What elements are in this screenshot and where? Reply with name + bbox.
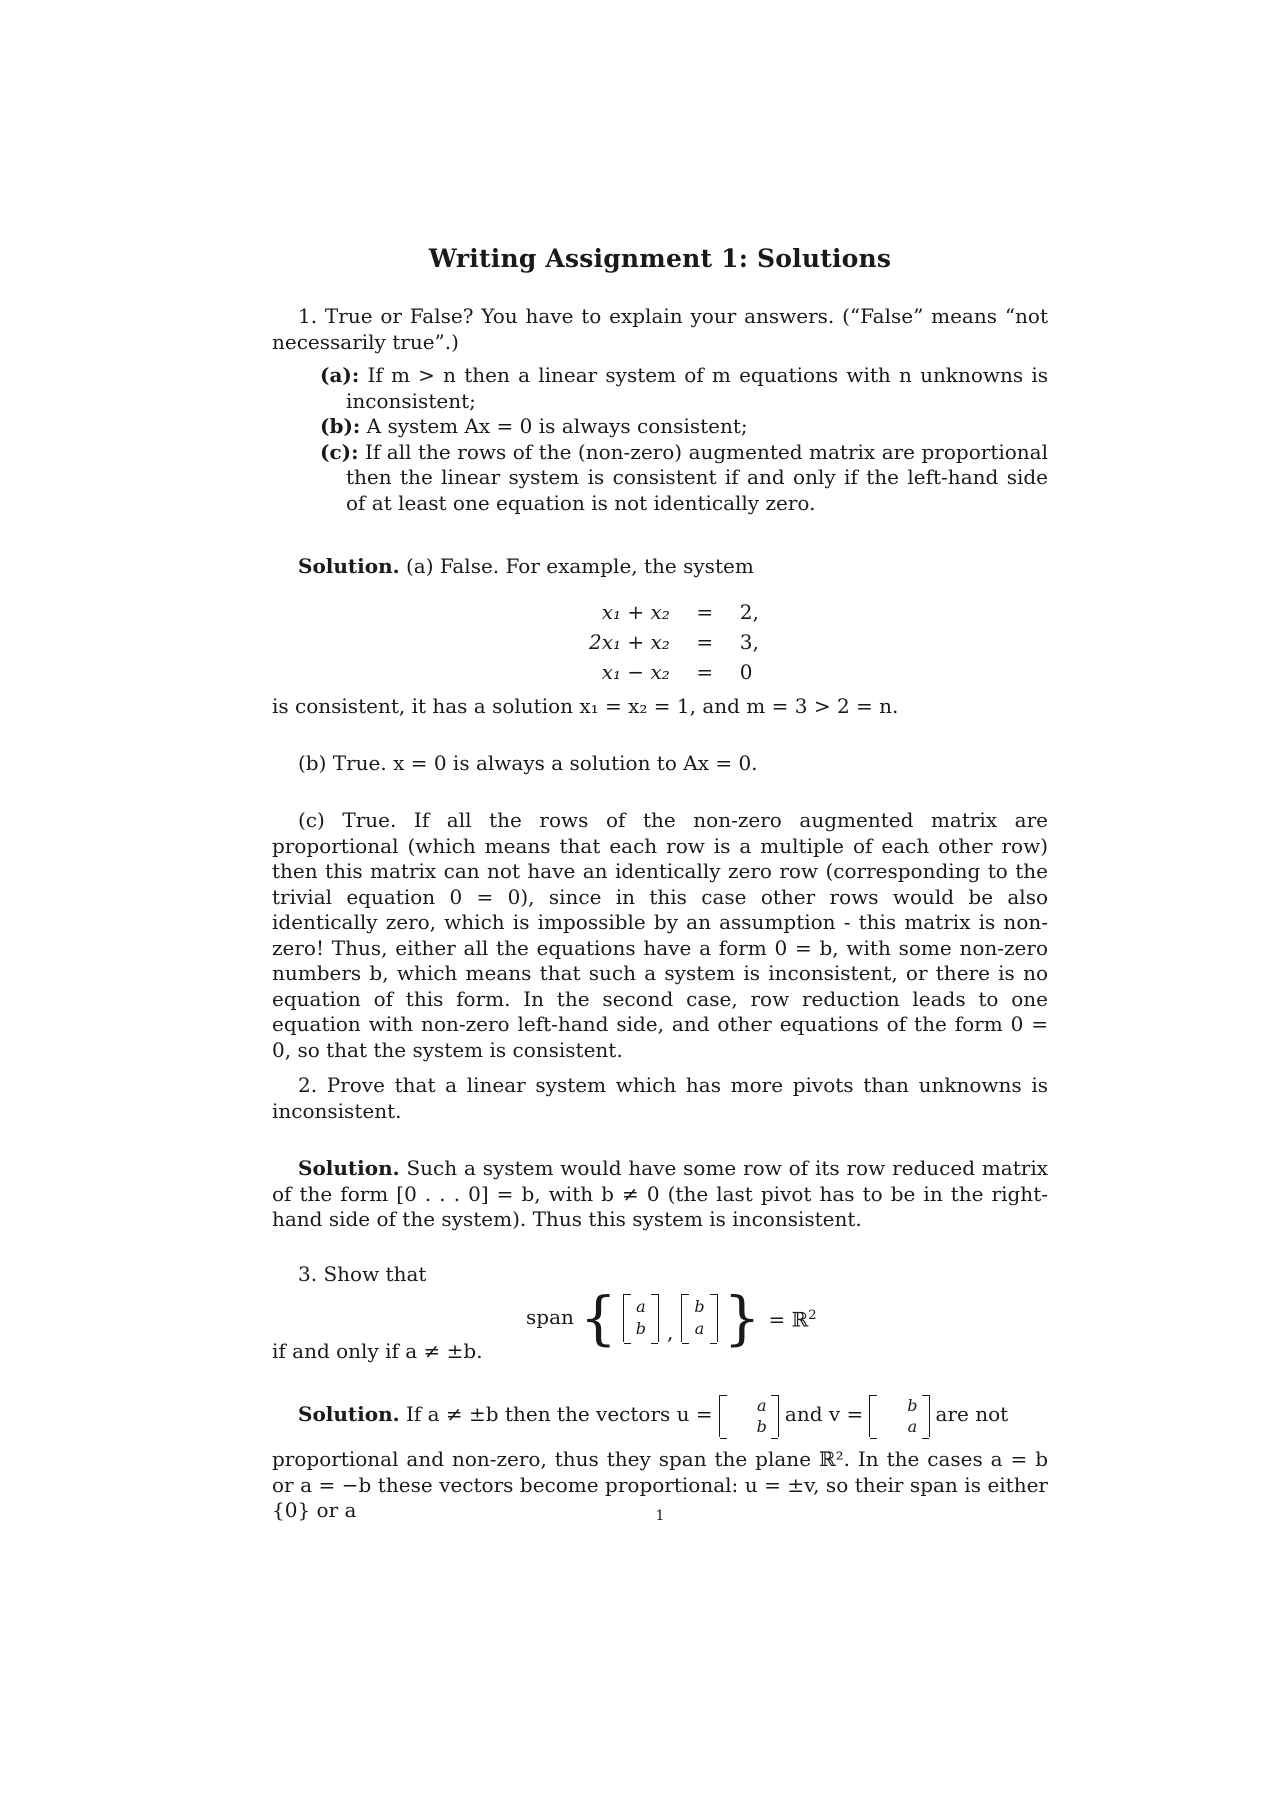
system-rhs: 3, [739,630,759,654]
vector-entry: b [907,1395,918,1415]
vector-entry: a [636,1297,646,1316]
solution-1-heading: Solution. [298,554,400,578]
solution-2-heading: Solution. [298,1156,400,1180]
solution-1a-intro: (a) False. For example, the system [405,554,754,578]
equals-r2 [769,1303,817,1333]
right-brace: } [723,1284,761,1352]
vector-entry: b [694,1297,705,1316]
solution-1b: (b) True. x = 0 is always a solution to Ax = 0. [298,751,758,775]
problem-2: 2. Prove that a linear system which has more pivots than unknowns is inconsistent. [272,1073,1048,1123]
system-lhs: 2x₁ + x₂ [589,630,670,654]
problem-1b [320,414,1048,440]
vector-entry: a [694,1319,705,1338]
page-number: 1 [655,1508,665,1524]
problem-1-text: True or False? You have to explain your answers. (“False” means “not necessarily true”.) [272,304,1048,354]
problem-1-number: 1. [298,304,318,328]
system-row [577,657,771,687]
equals-r: = ℝ [768,1307,809,1332]
system-rhs: 2, [739,600,759,624]
vector-entry: b [635,1319,647,1338]
solution-3-part1: If a ≠ ±b then the vectors u = [405,1402,713,1426]
column-vector [681,1294,717,1342]
system-row [577,597,771,627]
system-lhs: x₁ + x₂ [601,600,670,624]
vector-entry: a [756,1395,767,1415]
problem-1a [320,363,1048,414]
exponent: 2 [808,1307,817,1323]
vector-u [719,1395,779,1437]
document-page [272,0,1048,1811]
solution-3-part2: and v = [784,1402,864,1426]
solution-3-heading: Solution. [298,1402,400,1426]
solution-1c: (c) True. If all the rows of the non-zero augmented matrix are proportional (which means that each row is a multiple of each other row) then this matrix can not have an identically zero row (corresponding to the trivial equation 0 = 0), since in this case other rows would be also identically zero, which is impossible by an assumption - this matrix is non-zero! Thus, either all the equations have a form 0 = b, with some non-zero numbers b, which means that such a system is inconsistent, or there is no equation of this form. In the second case, row reduction leads to one equation with non-zero left-hand side, and other equations of the form 0 = 0, so that the system is consistent. [272,808,1048,1062]
vector-separator: , [667,1319,674,1344]
page-title: Writing Assignment 1: Solutions [428,244,892,273]
solution-3-first-line [272,1392,1048,1437]
solution-2-text: Such a system would have some row of its row reduced matrix of the form [0 . . . 0] = b, with b ≠ 0 (the last pivot has to be in the right-hand side of the system). Thus this system is inconsistent. [272,1156,1049,1231]
solution-1-intro [272,554,1048,580]
problem-3-intro: 3. Show that [298,1262,427,1286]
vector-entry: a [907,1416,918,1436]
solution-3-part3: are not [935,1402,1009,1426]
system-rel: = [696,600,714,624]
problem-1a-label: (a): [320,363,360,387]
vector-entry: b [756,1416,767,1436]
system-rel: = [696,630,714,654]
problem-1b-label: (b): [320,414,361,438]
system-rel: = [696,660,714,684]
problem-3-condition: if and only if a ≠ ±b. [272,1339,483,1363]
problem-1-intro [272,304,1048,355]
problem-1-items [320,363,1048,516]
solution-2 [272,1156,1048,1233]
left-brace: { [579,1284,617,1352]
system-row [577,627,771,657]
problem-1c [320,440,1048,517]
problem-1c-label: (c): [320,439,359,464]
span-operator: span [526,1305,574,1330]
solution-3-continuation: proportional and non-zero, thus they span the plane ℝ². In the cases a = b or a = −b these vectors become proportional: u = ±v, so their span is either {0} or a [272,1447,1048,1522]
problem-1a-text: If m > n then a linear system of m equations with n unknowns is inconsistent; [346,363,1049,413]
solution-1a-conclusion: is consistent, it has a solution x₁ = x₂ = 1, and m = 3 > 2 = n. [272,694,899,718]
problem-1c-text: If all the rows of the (non-zero) augmented matrix are proportional then the linear system is consistent if and only if the left-hand side of at least one equation is not identically zero. [346,439,1048,515]
vector-v [869,1395,929,1437]
system-lhs: x₁ − x₂ [601,660,670,684]
column-vector [623,1294,659,1342]
system-rhs: 0 [739,660,753,684]
problem-1b-text: A system Ax = 0 is always consistent; [366,414,748,438]
example-system [577,597,771,687]
